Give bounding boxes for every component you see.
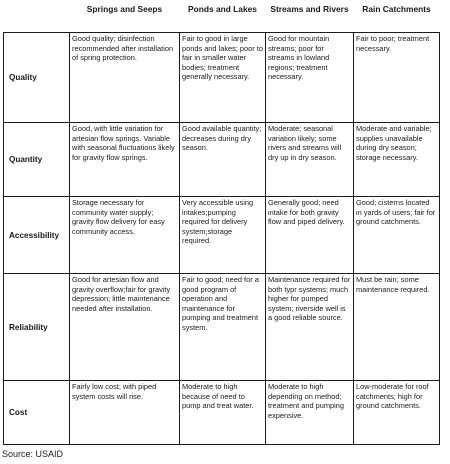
table-cell: Maintenance required for both typr systems; much higher for pumped system; riverside well is a good reliable source. bbox=[266, 274, 354, 381]
column-header-springs-and-seeps: Springs and Seeps bbox=[86, 4, 163, 14]
column-header-ponds-and-lakes: Ponds and Lakes bbox=[188, 4, 257, 14]
table-cell: Fair to good; need for a good program of operation and maintenance for pumping and treatment system. bbox=[180, 274, 266, 381]
row-header-accessibility: Accessibility bbox=[4, 197, 70, 274]
corner-header bbox=[4, 2, 70, 33]
table-cell: Fair to poor; treatment necessary. bbox=[354, 33, 440, 123]
row-header-reliability: Reliability bbox=[4, 274, 70, 381]
row-header-cost: Cost bbox=[4, 381, 70, 445]
table-row-reliability bbox=[4, 274, 440, 381]
table-cell: Good for mountain streams; poor for streams in lowland regions; treatment necessary. bbox=[266, 33, 354, 123]
table-cell: Moderate to high depending on method; treatment and pumping expensive. bbox=[266, 381, 354, 445]
table-cell: Moderate and variable; supplies unavailable during dry season; storage necessary. bbox=[354, 123, 440, 197]
header-row bbox=[4, 2, 440, 33]
table-cell: Good for artesian flow and gravity overflow;fair for gravity depression; little maintenance needed after installation. bbox=[70, 274, 180, 381]
table-cell: Very accessible using intakes;pumping required for delivery system;storage required. bbox=[180, 197, 266, 274]
table-cell: Low-moderate for roof catchments; high for ground catchments. bbox=[354, 381, 440, 445]
column-header-streams-and-rivers: Streams and Rivers bbox=[270, 4, 349, 14]
table-cell: Good, with little variation for artesian flow springs. Variable with seasonal fluctuations likely for gravity flow springs. bbox=[70, 123, 180, 197]
table-cell: Fairly low cost; with piped system costs will rise. bbox=[70, 381, 180, 445]
table-cell: Good quality; disinfection recommended after installation of spring protection. bbox=[70, 33, 180, 123]
table-cell: Moderate; seasonal variation likely; some rivers and streams will dry up in dry season. bbox=[266, 123, 354, 197]
table-row-quantity bbox=[4, 123, 440, 197]
row-header-quality: Quality bbox=[4, 33, 70, 123]
table-row-accessibility bbox=[4, 197, 440, 274]
table-cell: Good; cisterns located in yards of users; fair for ground catchments. bbox=[354, 197, 440, 274]
column-header-rain-catchments: Rain Catchments bbox=[362, 4, 431, 14]
table-cell: Fair to good in large ponds and lakes; poor to fair in smaller water bodies; treatment generally necessary. bbox=[180, 33, 266, 123]
water-source-comparison-table bbox=[3, 2, 440, 445]
table-row-quality bbox=[4, 33, 440, 123]
table-cell: Moderate to high because of need to pump and treat water. bbox=[180, 381, 266, 445]
table-cell: Good available quantity; decreases during dry season. bbox=[180, 123, 266, 197]
table-row-cost bbox=[4, 381, 440, 445]
table-cell: Generally good; need intake for both gravity flow and piped delivery. bbox=[266, 197, 354, 274]
table-cell: Storage necessary for community water supply; gravity flow delivery for easy community access. bbox=[70, 197, 180, 274]
source-caption: Source: USAID bbox=[2, 449, 64, 459]
row-header-quantity: Quantity bbox=[4, 123, 70, 197]
table-cell: Must be rain; some maintenance required. bbox=[354, 274, 440, 381]
